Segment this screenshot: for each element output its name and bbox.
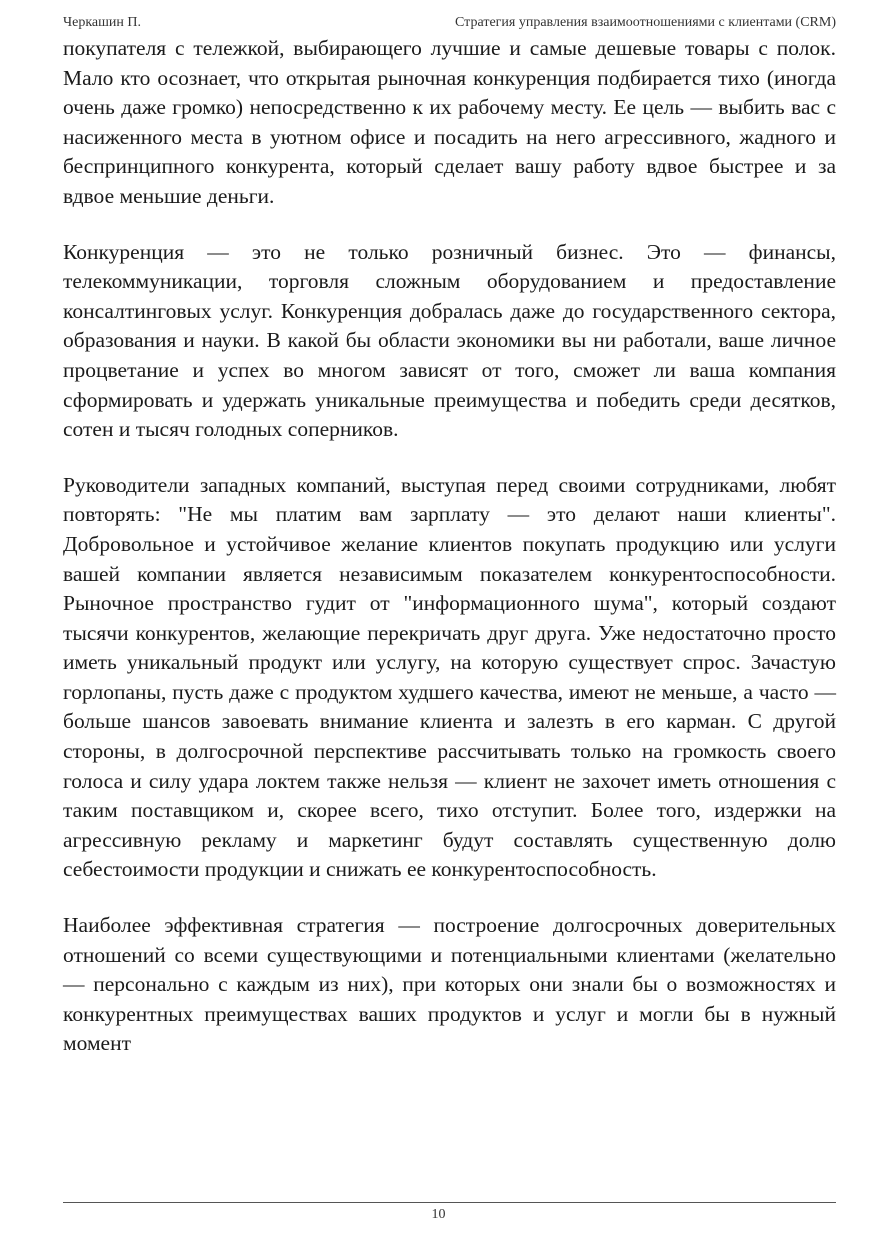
- page-header: [63, 14, 836, 34]
- paragraph: Руководители западных компаний, выступая перед своими сотрудниками, любят повторять: "Не мы платим вам зарплату — это делают наши клиенты". Добровольное и устойчивое желание клиентов покупать продукцию или услуги вашей компании является независимым показателем конкурентоспособности. Рыночное пространство гудит от "информационного шума", который создают тысячи конкурентов, желающие перекричать друг друга. Уже недостаточно просто иметь уникальный продукт или услугу, на которую существует спрос. Зачастую горлопаны, пусть даже с продуктом худшего качества, имеют не меньше, а часто — больше шансов завоевать внимание клиента и залезть в его карман. С другой стороны, в долгосрочной перспективе рассчитывать только на громкость своего голоса и силу удара локтем также нельзя — клиент не захочет иметь отношения с таким поставщиком и, скорее всего, тихо отступит. Более того, издержки на агрессивную рекламу и маркетинг будут составлять существенную долю себестоимости продукции и снижать ее конкурентоспособность.: [63, 472, 836, 882]
- header-title: Стратегия управления взаимоотношениями с клиентами (CRM): [455, 15, 836, 30]
- paragraph: Конкуренция — это не только розничный бизнес. Это — финансы, телекоммуникации, торговля сложным оборудованием и предоставление консалтинговых услуг. Конкуренция добралась даже до государственного сектора, образования и науки. В какой бы области экономики вы ни работали, ваше личное процветание и успех во многом зависят от того, сможет ли ваша компания сформировать и удержать уникальные преимущества и победить среди десятков, сотен и тысяч голодных соперников.: [63, 239, 836, 442]
- page-number: 10: [431, 1207, 446, 1222]
- paragraph: покупателя с тележкой, выбирающего лучшие и самые дешевые товары с полок. Мало кто осознает, что открытая рыночная конкуренция подбирается тихо (иногда очень даже громко) непосредственно к их рабочему месту. Ее цель — выбить вас с насиженного места в уютном офисе и посадить на него агрессивного, жадного и беспринципного конкурента, который сделает вашу работу вдвое быстрее и за вдвое меньшие деньги.: [63, 36, 836, 208]
- footer-divider: [63, 1202, 836, 1203]
- page-body: [63, 34, 836, 1059]
- header-author: Черкашин П.: [63, 15, 141, 30]
- paragraph: Наиболее эффективная стратегия — построение долгосрочных доверительных отношений со всеми существующими и потенциальными клиентами (желательно — персонально с каждым из них), при которых они знали бы о возможностях и конкурентных преимуществах ваших продуктов и услуг и могли бы в нужный момент: [63, 913, 836, 1056]
